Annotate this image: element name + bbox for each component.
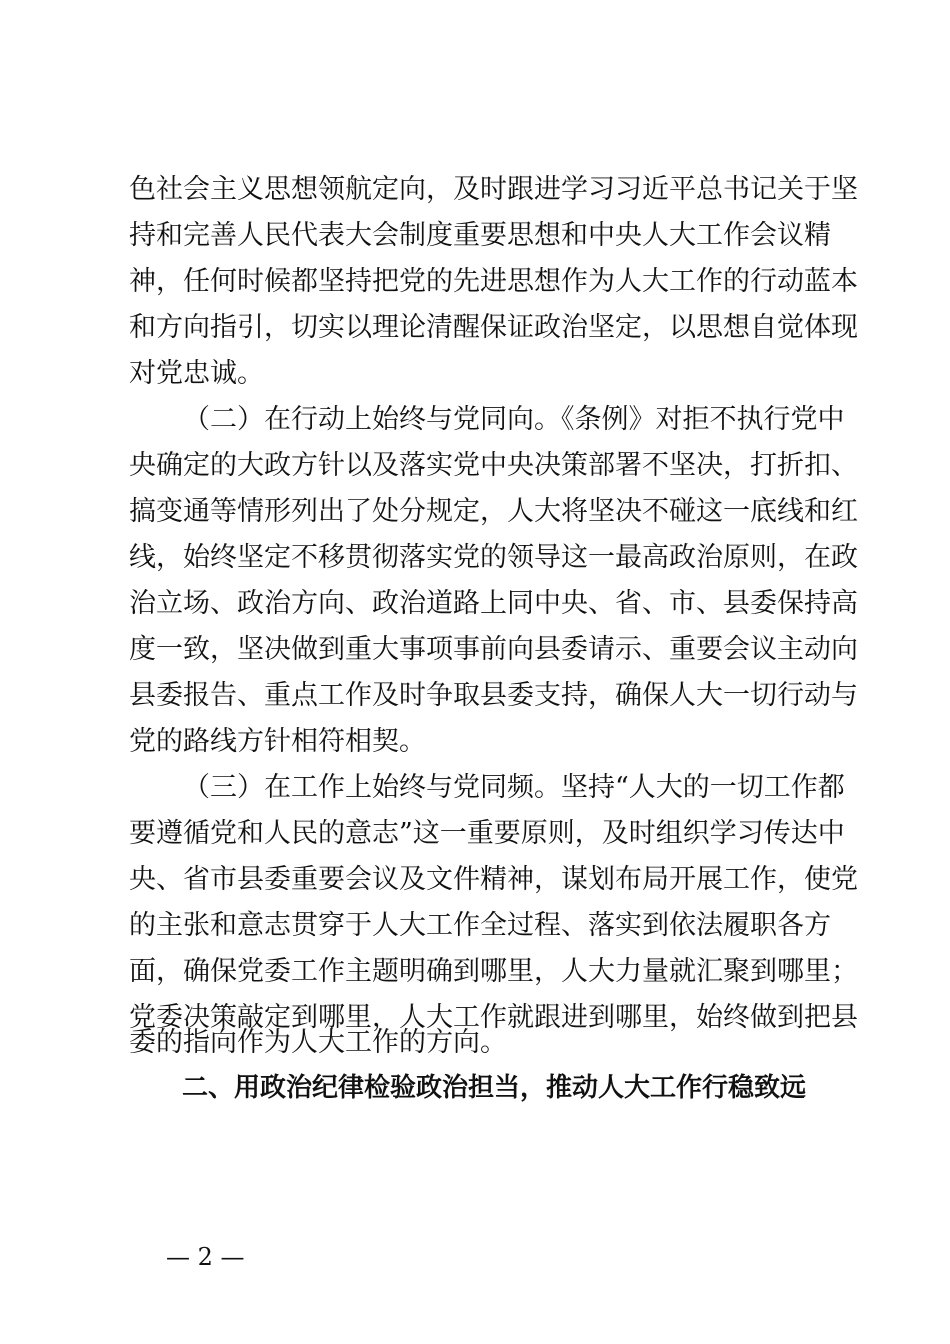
page-number: — 2 — (166, 1243, 245, 1271)
body-text-line: 要遵循党和人民的意志”这一重要原则，及时组织学习传达中 (129, 818, 845, 849)
body-text-line: 央确定的大政方针以及落实党中央决策部署不坚决，打折扣、 (129, 450, 858, 481)
body-text-line: 县委报告、重点工作及时争取县委支持，确保人大一切行动与 (129, 680, 858, 711)
body-text-line: 党的路线方针相符相契。 (129, 726, 426, 757)
body-text-line: 央、省市县委重要会议及文件精神，谋划布局开展工作，使党 (129, 864, 858, 895)
paragraph-heading-line: （二）在行动上始终与党同向。《条例》对拒不执行党中 (183, 404, 845, 435)
body-text-line: 度一致，坚决做到重大事项事前向县委请示、重要会议主动向 (129, 634, 858, 665)
body-text-line: 的主张和意志贯穿于人大工作全过程、落实到依法履职各方 (129, 910, 831, 941)
body-text-line: 色社会主义思想领航定向，及时跟进学习习近平总书记关于坚 (129, 174, 858, 205)
section-heading: 二、用政治纪律检验政治担当，推动人大工作行稳致远 (182, 1073, 807, 1103)
body-text-line: 持和完善人民代表大会制度重要思想和中央人大工作会议精 (129, 220, 831, 251)
body-text-line: 线，始终坚定不移贯彻落实党的领导这一最高政治原则，在政 (129, 542, 858, 573)
body-text-line: 搞变通等情形列出了处分规定，人大将坚决不碰这一底线和红 (129, 496, 858, 527)
body-text-line: 治立场、政治方向、政治道路上同中央、省、市、县委保持高 (129, 588, 858, 619)
body-text-line: 和方向指引，切实以理论清醒保证政治坚定，以思想自觉体现 (129, 312, 858, 343)
paragraph-heading-line: （三）在工作上始终与党同频。坚持“人大的一切工作都 (183, 772, 845, 803)
body-text-line: 面，确保党委工作主题明确到哪里，人大力量就汇聚到哪里； (129, 956, 858, 987)
body-text-line: 神，任何时候都坚持把党的先进思想作为人大工作的行动蓝本 (129, 266, 858, 297)
body-text-line: 委的指向作为人大工作的方向。 (129, 1027, 507, 1058)
body-text-line: 对党忠诚。 (129, 358, 264, 389)
body-text-line: 党委决策敲定到哪里，人大工作就跟进到哪里，始终做到把县 (129, 1002, 858, 1033)
